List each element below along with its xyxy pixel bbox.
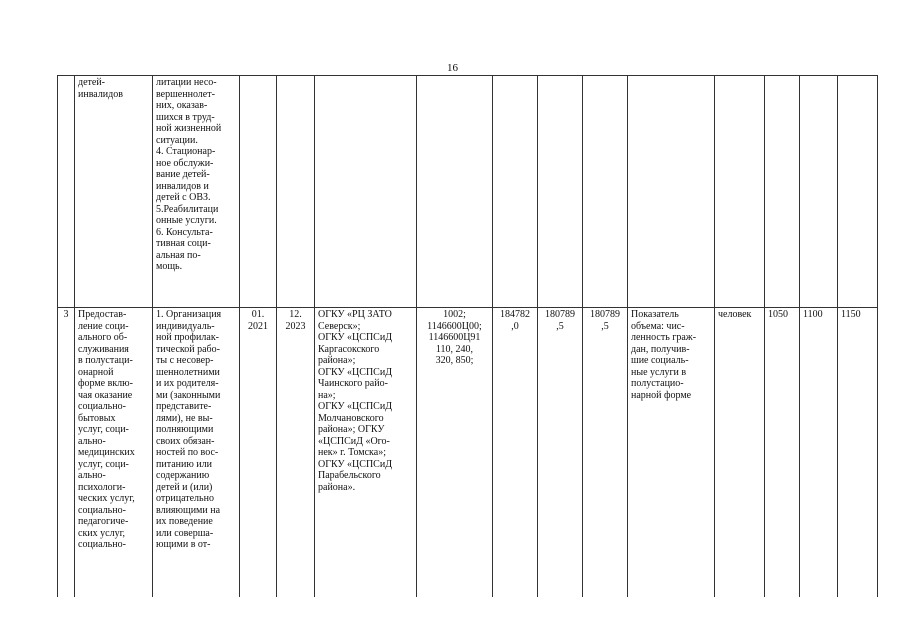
cell-line: онарной — [78, 366, 114, 378]
cell-line: детей с ОВЗ. — [156, 192, 211, 203]
cell-line: 12. — [289, 309, 302, 320]
cell-line: 6. Консульта- — [156, 226, 213, 238]
cell-line: ные услуги в — [631, 366, 687, 378]
cell-line: своих обязан- — [156, 435, 215, 447]
cell-line: ное обслужи- — [156, 157, 214, 169]
cell-line: медицинских — [78, 447, 135, 458]
cell-value-year-1 — [765, 308, 800, 598]
cell-line: ной профилак- — [156, 332, 220, 343]
cell-line: социально- — [78, 504, 126, 516]
cell-line: ально- — [78, 435, 106, 447]
cell-line: детей- — [78, 77, 106, 88]
cell-line: 1146600Ц00; — [427, 320, 482, 332]
cell-line: 01. — [251, 309, 265, 320]
cell-amount-year-3 — [583, 76, 628, 308]
cell-line: отрицательно — [156, 493, 214, 504]
cell-line: объема: чис- — [631, 320, 685, 332]
cell-line: ОГКУ «ЦСПСиД — [318, 458, 393, 470]
cell-line: ми (законными — [156, 389, 221, 401]
cell-line: ,5 — [556, 320, 564, 332]
cell-start-date — [240, 76, 277, 308]
cell-line: бытовых — [78, 412, 116, 424]
cell-end-date — [277, 76, 315, 308]
cell-line: ОГКУ «РЦ ЗАТО — [318, 309, 392, 320]
cell-line: ленность граж- — [631, 332, 697, 343]
cell-line: человек — [718, 309, 752, 320]
cell-line: представите- — [156, 401, 212, 412]
cell-line: 320, 850; — [435, 355, 474, 366]
cell-line: 1150 — [841, 309, 861, 320]
cell-line: онные услуги. — [156, 215, 217, 226]
cell-line: чая оказание — [78, 389, 133, 401]
cell-amount-year-1 — [493, 308, 538, 598]
cell-line: 180789 — [590, 309, 620, 320]
cell-measures — [153, 308, 240, 598]
cell-line: на»; — [318, 389, 336, 401]
cell-line: района». — [318, 481, 356, 493]
cell-line: 1002; — [443, 309, 466, 320]
cell-line: альная по- — [156, 249, 201, 261]
cell-value-year-2 — [800, 76, 838, 308]
cell-line: инвалидов — [78, 88, 123, 100]
cell-value-year-2 — [800, 308, 838, 598]
cell-line: дан, получив- — [631, 343, 690, 355]
cell-line: 1146600Ц91 — [428, 332, 481, 343]
cell-line: Показатель — [631, 309, 679, 320]
cell-line: ющими в от- — [156, 539, 211, 550]
cell-line: вершеннолет- — [156, 88, 215, 100]
cell-line: лями), не вы- — [156, 412, 213, 424]
cell-line: 1. Организация — [156, 309, 222, 320]
cell-start-date — [240, 308, 277, 598]
cell-line: услуг, соци- — [78, 458, 129, 470]
cell-line: шие социаль- — [631, 355, 689, 366]
cell-amount-year-2 — [538, 76, 583, 308]
cell-line: служивания — [78, 343, 129, 355]
page-number: 16 — [447, 62, 458, 74]
cell-line: психологи- — [78, 481, 126, 493]
cell-line: социально- — [78, 539, 126, 550]
cell-line: них, оказав- — [156, 100, 208, 111]
cell-line: района»; — [318, 355, 356, 366]
cell-line: ты с несовер- — [156, 355, 214, 366]
cell-line: и их родителя- — [156, 378, 219, 389]
cell-line: 180789 — [545, 309, 575, 320]
cell-line: шеннолетними — [156, 366, 220, 378]
table-row — [58, 76, 878, 308]
cell-line: мощь. — [156, 261, 183, 272]
cell-line: Молчановского — [318, 412, 384, 424]
cell-unit — [715, 76, 765, 308]
cell-line: литации несо- — [156, 77, 217, 88]
cell-line: ОГКУ «ЦСПСиД — [318, 401, 393, 412]
cell-line: Каргасокского — [318, 343, 380, 355]
cell-line: социально- — [78, 401, 126, 412]
cell-line: 184782 — [500, 309, 530, 320]
cell-line: Чаинского райо- — [318, 378, 388, 389]
cell-line: содержанию — [156, 470, 210, 481]
cell-value-year-1 — [765, 76, 800, 308]
cell-line: Предостав- — [78, 309, 127, 320]
cell-amount-year-3 — [583, 308, 628, 598]
cell-line: Северск»; — [318, 320, 361, 332]
cell-line: полустацио- — [631, 378, 684, 389]
cell-measures — [153, 76, 240, 308]
cell-line: вание детей- — [156, 169, 210, 180]
cell-line: ление соци- — [78, 320, 129, 332]
cell-line: их поведение — [156, 516, 213, 527]
cell-line: ческих услуг, — [78, 493, 135, 504]
cell-indicator-name — [628, 308, 715, 598]
cell-line: тической рабо- — [156, 343, 220, 355]
cell-line: питанию или — [156, 458, 213, 470]
cell-budget-code — [417, 308, 493, 598]
cell-budget-code — [417, 76, 493, 308]
cell-line: «ЦСПСиД «Ого- — [318, 435, 390, 447]
cell-line: форме вклю- — [78, 378, 133, 389]
cell-amount-year-1 — [493, 76, 538, 308]
cell-line: индивидуаль- — [156, 320, 215, 332]
cell-line: влияющими на — [156, 504, 221, 516]
cell-line: в полустаци- — [78, 355, 133, 366]
cell-event-name — [75, 308, 153, 598]
cell-line: 1100 — [803, 309, 823, 320]
cell-end-date — [277, 308, 315, 598]
cell-executors — [315, 76, 417, 308]
cell-line: нарной форме — [631, 389, 692, 401]
cell-line: ОГКУ «ЦСПСиД — [318, 366, 393, 378]
program-table — [57, 75, 878, 597]
cell-line: ,5 — [601, 320, 609, 332]
cell-line: полняющими — [156, 424, 214, 435]
cell-line: 5.Реабилитаци — [156, 203, 219, 215]
cell-line: ально- — [78, 470, 106, 481]
cell-line: 3 — [63, 309, 69, 320]
cell-amount-year-2 — [538, 308, 583, 598]
cell-line: или соверша- — [156, 527, 214, 539]
cell-unit — [715, 308, 765, 598]
cell-line: ОГКУ «ЦСПСиД — [318, 332, 393, 343]
cell-line: 4. Стационар- — [156, 146, 216, 157]
cell-value-year-3 — [838, 76, 878, 308]
cell-line: 110, 240, — [435, 343, 474, 355]
cell-line: услуг, соци- — [78, 424, 129, 435]
cell-line: ной жизненной — [156, 123, 222, 134]
cell-value-year-3 — [838, 308, 878, 598]
cell-num — [58, 308, 75, 598]
cell-line: ального об- — [78, 332, 128, 343]
cell-line: ских услуг, — [78, 527, 126, 539]
cell-num — [58, 76, 75, 308]
cell-line: 1050 — [768, 309, 788, 320]
cell-line: ситуации. — [156, 134, 198, 146]
cell-line: ,0 — [511, 320, 519, 332]
cell-line: педагогиче- — [78, 516, 129, 527]
cell-event-name — [75, 76, 153, 308]
table-row — [58, 308, 878, 598]
cell-line: Парабельского — [318, 470, 381, 481]
cell-line: 2021 — [248, 320, 268, 332]
cell-line: нек» г. Томска»; — [318, 447, 386, 458]
cell-executors — [315, 308, 417, 598]
cell-line: района»; ОГКУ — [318, 424, 385, 435]
cell-line: тивная соци- — [156, 238, 211, 249]
cell-line: инвалидов и — [156, 180, 209, 192]
cell-indicator-name — [628, 76, 715, 308]
cell-line: ностей по вос- — [156, 447, 219, 458]
cell-line: 2023 — [285, 320, 306, 332]
cell-line: детей и (или) — [156, 481, 213, 493]
cell-line: шихся в труд- — [156, 111, 215, 123]
